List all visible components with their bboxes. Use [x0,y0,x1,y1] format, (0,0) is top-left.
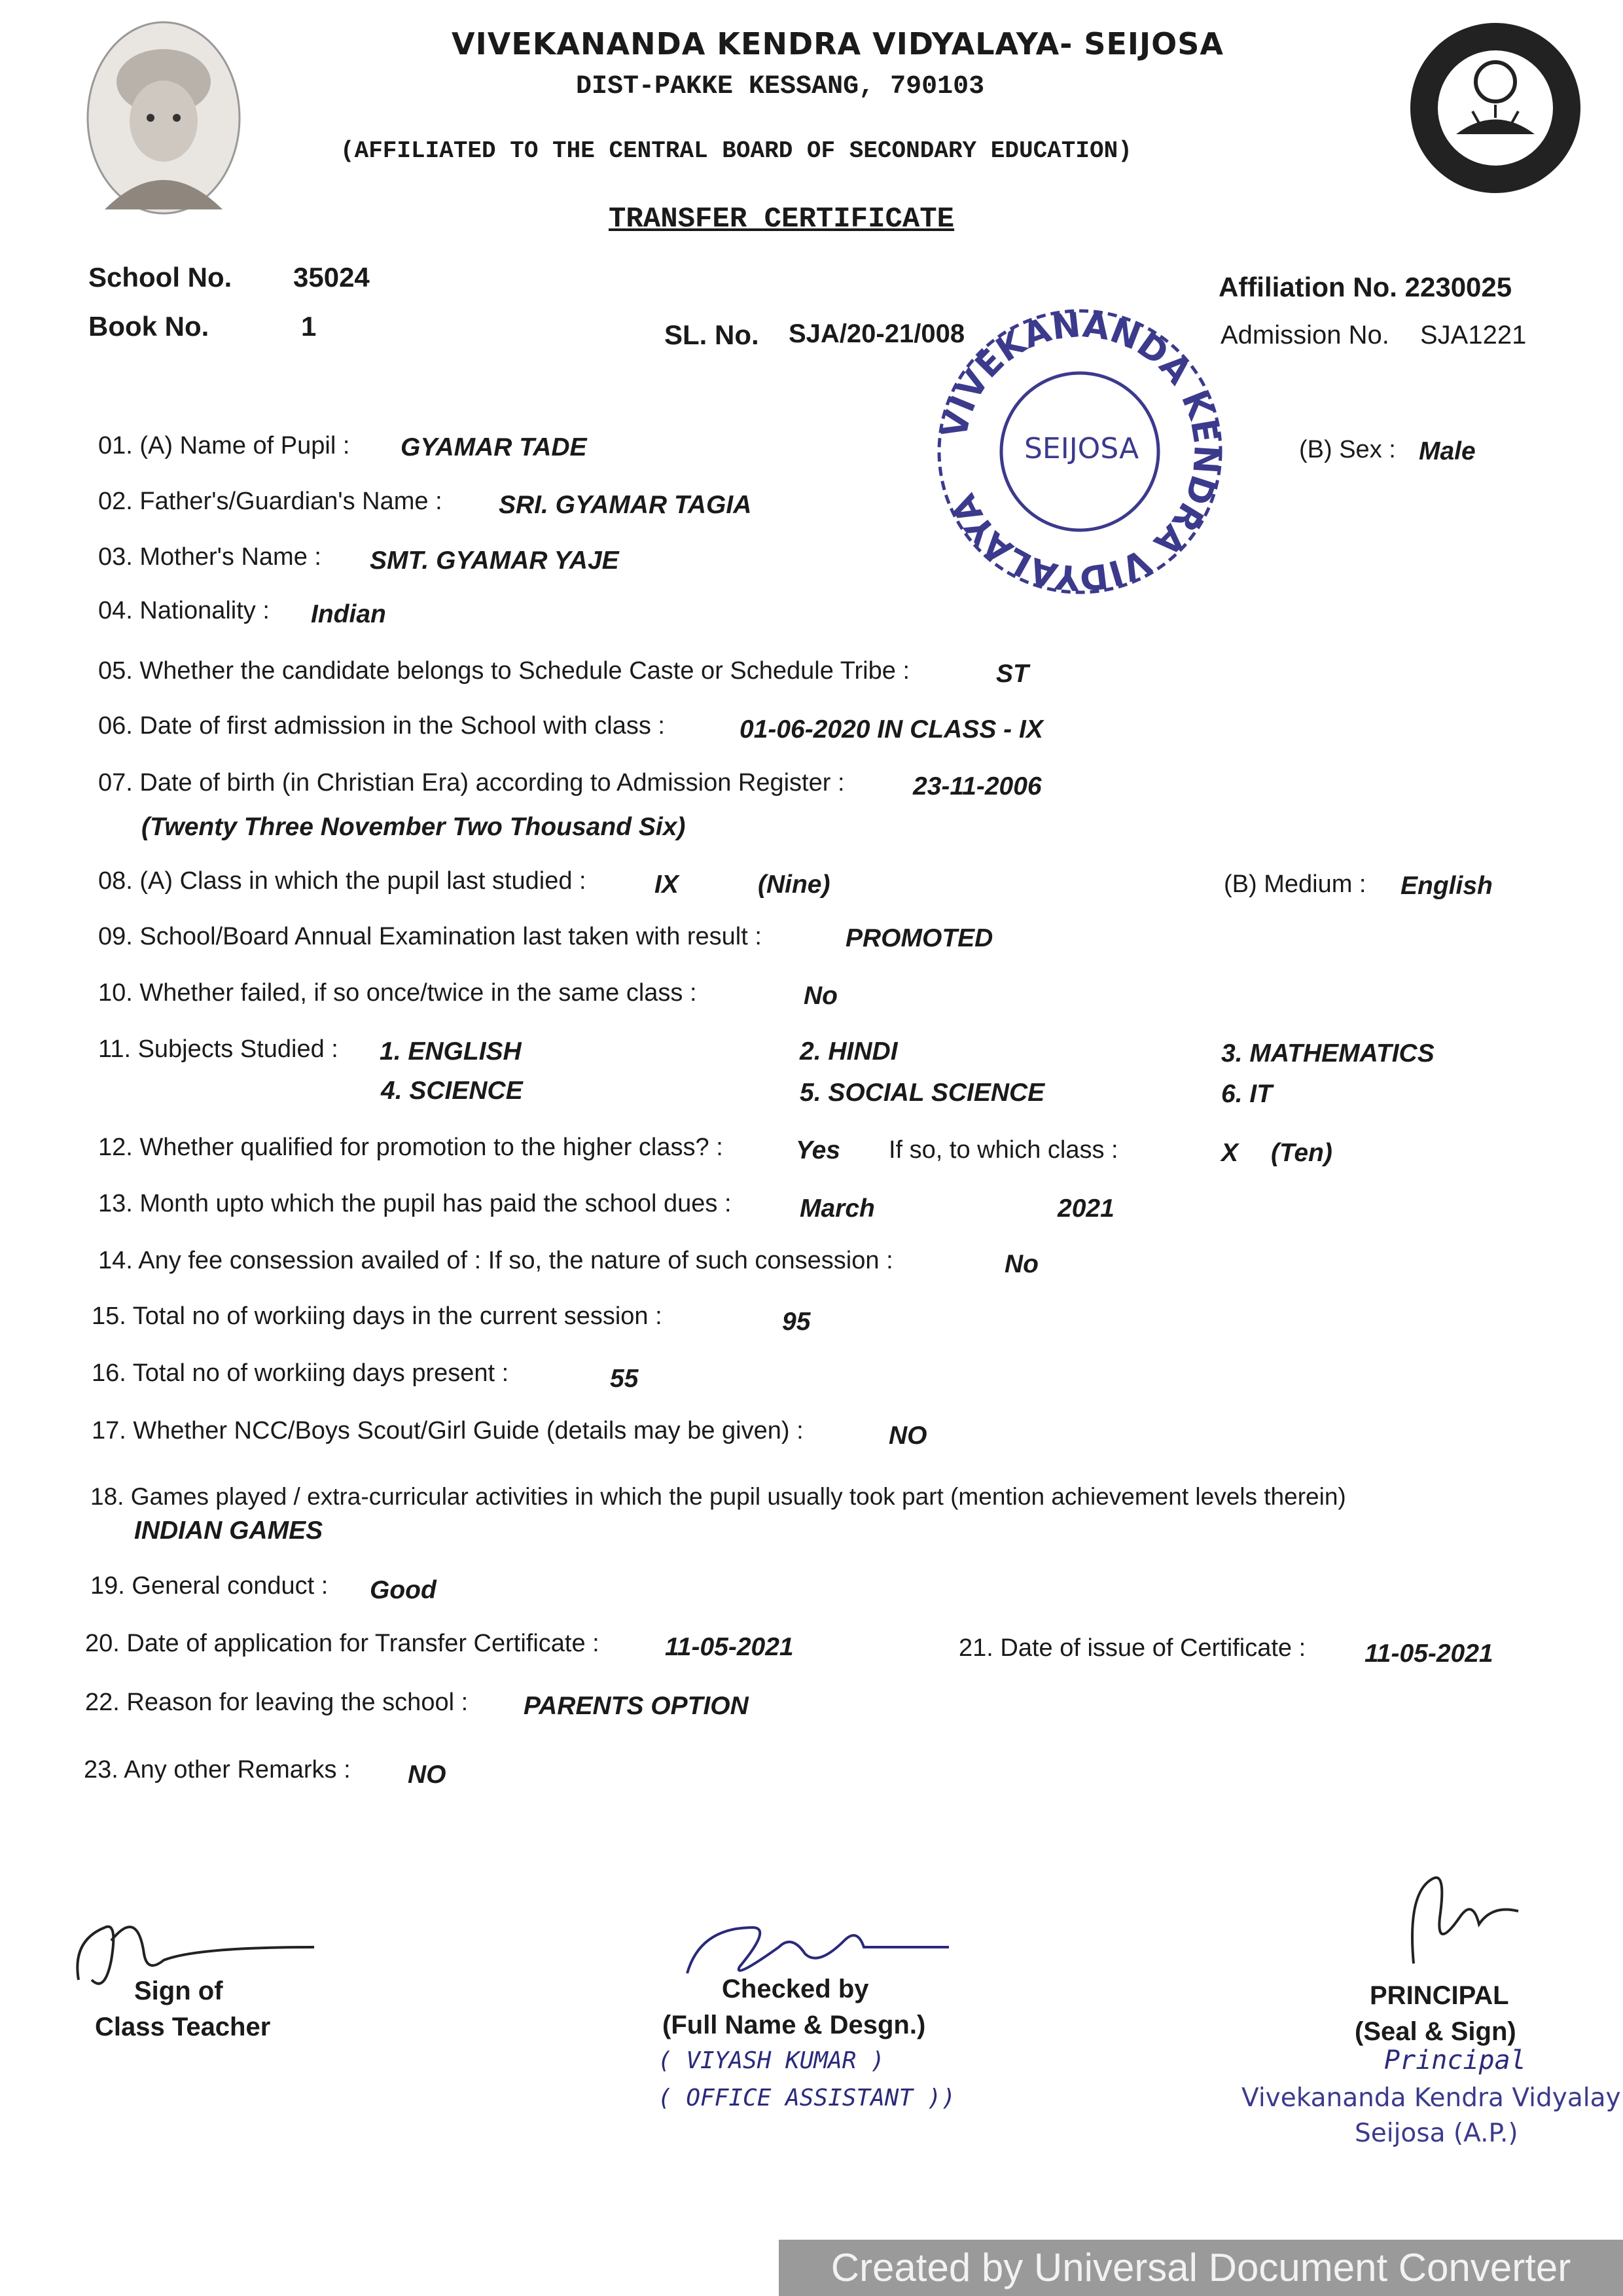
working-days-label: 15. Total no of workiing days in the current session : [92,1302,662,1330]
subject-item: 4. SCIENCE [381,1077,523,1105]
nationality-label: 04. Nationality : [98,597,270,624]
affiliation-no: Affiliation No. 2230025 [1219,272,1512,302]
principal-seal-line-1: Principal [1384,2045,1526,2075]
fee-concession-label: 14. Any fee consession availed of : If so, the nature of such consession : [98,1247,893,1274]
school-no-value: 35024 [293,262,370,293]
last-class-value: IX [654,870,679,899]
next-class-value: X [1221,1139,1239,1167]
dob-words: (Twenty Three November Two Thousand Six) [141,813,686,841]
medium-label: (B) Medium : [1224,870,1366,898]
days-present-value: 55 [610,1365,639,1393]
failed-label: 10. Whether failed, if so once/twice in the same class : [98,979,697,1007]
class-teacher-label-1: Sign of [134,1977,223,2005]
principal-seal-line-2: Vivekananda Kendra Vidyalay [1241,2083,1621,2113]
document-title: TRANSFER CERTIFICATE [609,203,955,236]
conduct-label: 19. General conduct : [90,1572,329,1600]
tc-issue-label: 21. Date of issue of Certificate : [959,1634,1306,1662]
father-name-label: 02. Father's/Guardian's Name : [98,488,442,515]
sex-label: (B) Sex : [1299,436,1396,463]
dob-label: 07. Date of birth (in Christian Era) according to Admission Register : [98,769,845,797]
pupil-name-label: 01. (A) Name of Pupil : [98,432,350,459]
school-name: VIVEKANANDA KENDRA VIDYALAYA- SEIJOSA [452,26,1224,62]
last-class-label: 08. (A) Class in which the pupil last studied : [98,867,586,895]
promotion-value: Yes [796,1136,840,1164]
checker-name: ( VIYASH KUMAR ) [658,2047,885,2074]
nationality-value: Indian [311,600,386,628]
stamp-center-text: SEIJOSA [1024,432,1139,465]
school-no-label: School No. [88,262,232,293]
book-no-value: 1 [301,311,317,342]
next-class-label: If so, to which class : [889,1136,1118,1164]
checked-by-label: Checked by [722,1975,869,2003]
activities-label: 18. Games played / extra-curricular activities in which the pupil usually took part (mention achievement levels therein) [90,1483,1346,1510]
subject-item: 1. ENGLISH [380,1037,522,1066]
father-name-value: SRI. GYAMAR TAGIA [499,491,752,519]
tc-issue-value: 11-05-2021 [1364,1640,1493,1668]
school-district: DIST-PAKKE KESSANG, 790103 [576,72,985,101]
principal-sub-label: (Seal & Sign) [1355,2017,1516,2046]
caste-label: 05. Whether the candidate belongs to Schedule Caste or Schedule Tribe : [98,657,910,685]
ncc-value: NO [889,1422,927,1450]
principal-label: PRINCIPAL [1370,1981,1509,2010]
exam-result-label: 09. School/Board Annual Examination last taken with result : [98,923,762,950]
subject-item: 5. SOCIAL SCIENCE [800,1079,1045,1107]
pupil-name-value: GYAMAR TADE [401,433,587,461]
checker-designation: ( OFFICE ASSISTANT )) [658,2085,956,2111]
first-admission-value: 01-06-2020 IN CLASS - IX [740,715,1043,744]
dues-year: 2021 [1058,1194,1115,1223]
book-no-label: Book No. [88,311,209,342]
promotion-label: 12. Whether qualified for promotion to the higher class? : [98,1134,723,1161]
principal-signature [1387,1865,1558,1977]
ncc-label: 17. Whether NCC/Boys Scout/Girl Guide (details may be given) : [92,1417,804,1444]
school-stamp [929,301,1230,602]
remarks-value: NO [408,1761,446,1789]
medium-value: English [1400,872,1493,900]
subject-item: 2. HINDI [800,1037,898,1066]
admission-no-value: SJA1221 [1420,321,1527,350]
converter-watermark: Created by Universal Document Converter [779,2240,1623,2296]
class-teacher-label-2: Class Teacher [95,2013,271,2041]
dues-month: March [800,1194,875,1223]
subjects-label: 11. Subjects Studied : [98,1035,338,1063]
dob-value: 23-11-2006 [913,772,1042,800]
exam-result-value: PROMOTED [846,924,993,952]
mother-name-value: SMT. GYAMAR YAJE [370,547,619,575]
tc-application-label: 20. Date of application for Transfer Certificate : [85,1630,599,1657]
conduct-value: Good [370,1576,437,1604]
working-days-value: 95 [782,1308,811,1336]
checked-by-sub-label: (Full Name & Desgn.) [662,2011,926,2039]
sl-no-value: SJA/20-21/008 [789,319,965,348]
fee-concession-value: No [1005,1250,1039,1278]
mother-name-label: 03. Mother's Name : [98,543,321,571]
last-class-words: (Nine) [758,870,830,899]
remarks-label: 23. Any other Remarks : [84,1756,351,1784]
affiliation-line: (AFFILIATED TO THE CENTRAL BOARD OF SECONDARY EDUCATION) [340,137,1132,164]
leaving-reason-value: PARENTS OPTION [524,1692,749,1720]
next-class-words: (Ten) [1271,1139,1332,1167]
activities-value: INDIAN GAMES [134,1516,323,1545]
subject-item: 3. MATHEMATICS [1221,1039,1435,1067]
failed-value: No [804,982,838,1010]
stamp-ring-text: VIVEKANANDA KENDRA VIDYALAYA [935,305,1226,598]
days-present-label: 16. Total no of workiing days present : [92,1359,509,1387]
sl-no-label: SL. No. [664,319,759,350]
school-emblem-icon [1407,20,1584,196]
leaving-reason-label: 22. Reason for leaving the school : [85,1689,469,1716]
first-admission-label: 06. Date of first admission in the School with class : [98,712,665,740]
portrait-image [85,20,242,216]
caste-value: ST [996,660,1029,688]
principal-seal-line-3: Seijosa (A.P.) [1355,2119,1518,2148]
sex-value: Male [1419,437,1476,465]
subject-item: 6. IT [1221,1080,1273,1108]
dues-label: 13. Month upto which the pupil has paid the school dues : [98,1190,732,1217]
tc-application-value: 11-05-2021 [665,1633,794,1661]
admission-no-label: Admission No. [1221,321,1389,350]
